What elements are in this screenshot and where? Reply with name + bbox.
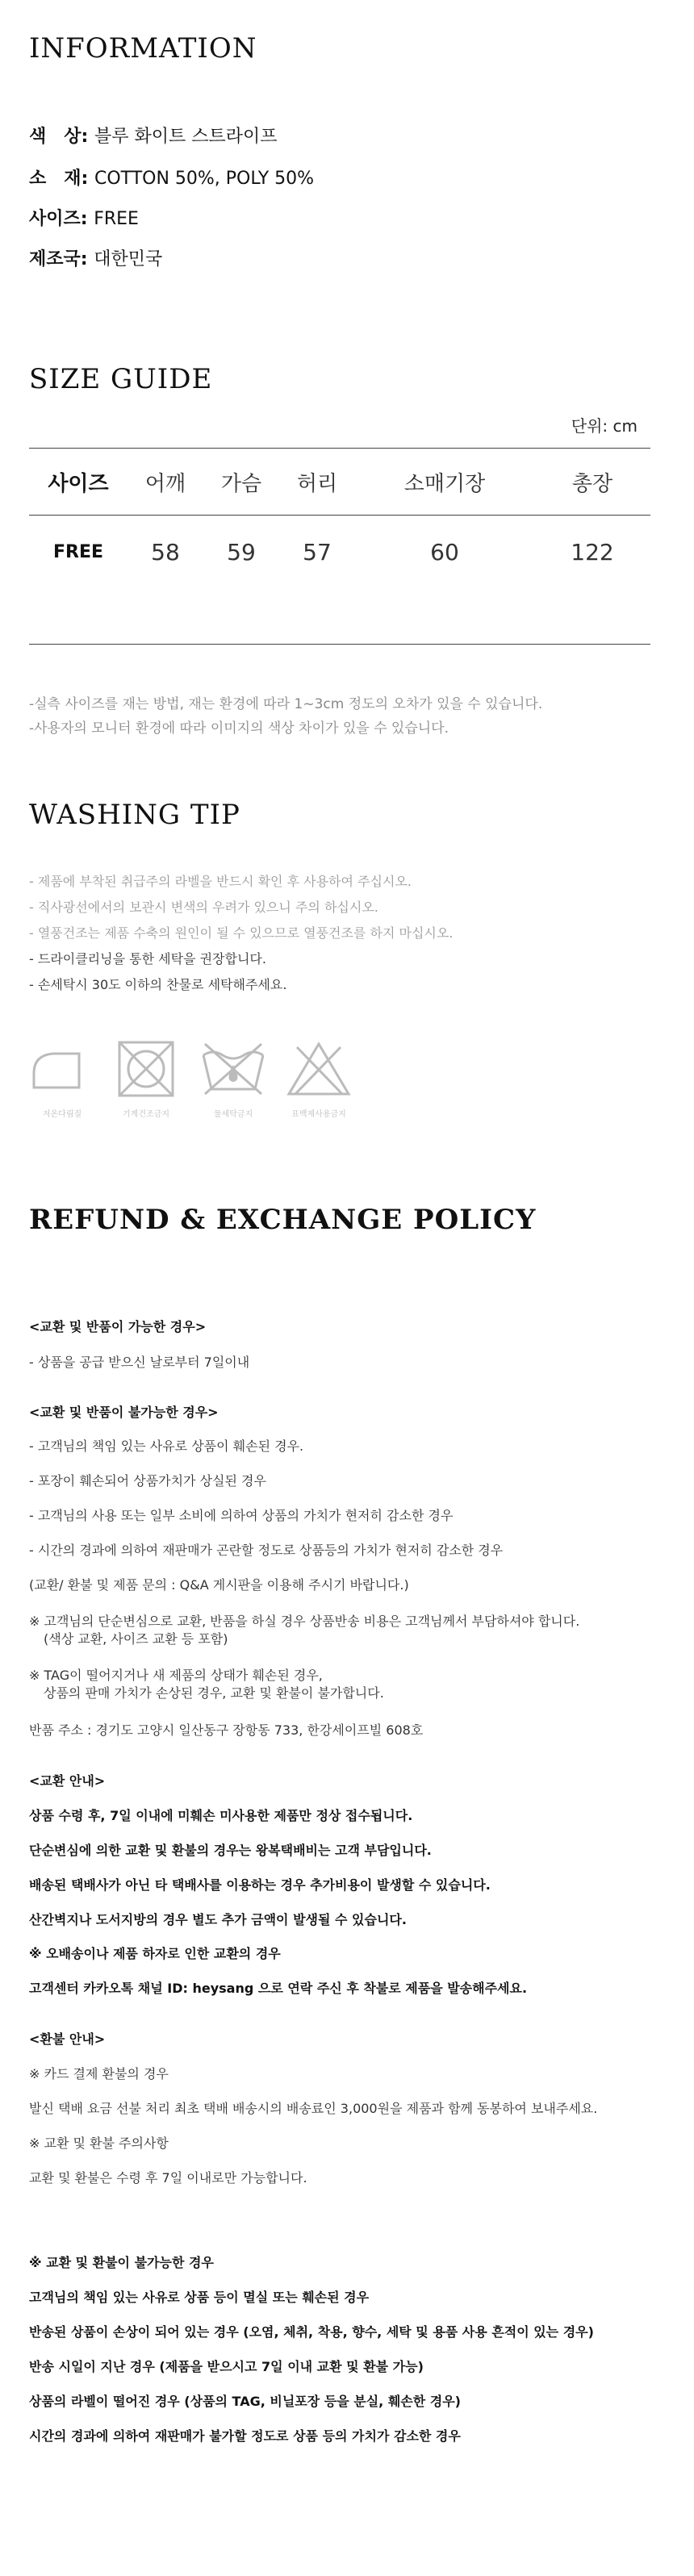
info-size-row	[29, 205, 139, 230]
policy-line-13: 반품 주소 : 경기도 고양시 일산동구 장항동 733, 한강세이프빌 608호	[29, 1722, 424, 1738]
policy-line-7: - 시간의 경과에 의하여 재판매가 곤란할 정도로 상품등의 가치가 현저히 감소한 경우	[29, 1543, 504, 1558]
policy-line-19: ※ 오배송이나 제품 하자로 인한 교환의 경우	[29, 1946, 281, 1961]
size-header-chest: 가슴	[220, 471, 262, 496]
size-header-length: 총장	[571, 471, 613, 496]
size-table-header	[29, 449, 650, 516]
washing-tip-5: - 손세탁시 30도 이하의 찬물로 세탁해주세요.	[29, 977, 287, 992]
no-wash-caption: 물세탁금지	[213, 1110, 253, 1119]
size-cell-chest: 59	[227, 538, 256, 566]
iron-low-caption: 저온다림질	[42, 1110, 82, 1119]
policy-line-29: 반송 시일이 지난 경우 (제품을 받으시고 7일 이내 교환 및 환불 가능)	[29, 2359, 424, 2374]
policy-line-28: 반송된 상품이 손상이 되어 있는 경우 (오염, 체취, 착용, 향수, 세탁 및 용품 사용 흔적이 있는 경우)	[29, 2324, 594, 2340]
washing-tip-3: - 열풍건조는 제품 수축의 원인이 될 수 있으므로 열풍건조를 하지 마십시오.	[29, 925, 454, 941]
info-material-label: 소 재:	[29, 169, 94, 189]
policy-line-15: 상품 수령 후, 7일 이내에 미훼손 미사용한 제품만 정상 접수됩니다.	[29, 1808, 413, 1823]
no-bleach-caption: 표백제사용금지	[291, 1110, 346, 1119]
policy-line-4: - 고객님의 책임 있는 사유로 상품이 훼손된 경우.	[29, 1438, 304, 1454]
info-origin-label: 제조국:	[29, 249, 94, 269]
policy-line-30: 상품의 라벨이 떨어진 경우 (상품의 TAG, 비닐포장 등을 분실, 훼손한 경우)	[29, 2394, 461, 2409]
policy-line-26: ※ 교환 및 환불이 불가능한 경우	[29, 2255, 214, 2270]
size-header-waist: 허리	[296, 471, 338, 496]
info-color-row	[29, 123, 277, 148]
policy-line-11: ※ TAG이 떨어지거나 새 제품의 상태가 훼손된 경우,	[29, 1668, 323, 1683]
policy-line-6: - 고객님의 사용 또는 일부 소비에 의하여 상품의 가치가 현저히 감소한 경우	[29, 1508, 454, 1523]
washing-tip-title: WASHING TIP	[29, 799, 240, 831]
policy-line-8: (교환/ 환불 및 제품 문의 : Q&A 게시판을 이용해 주시기 바랍니다.)	[29, 1577, 409, 1593]
size-header-sleeve: 소매기장	[403, 471, 486, 496]
size-cell-size: FREE	[52, 541, 104, 562]
size-header-shoulder: 어깨	[144, 471, 186, 496]
policy-line-2: - 상품을 공급 받으신 날로부터 7일이내	[29, 1355, 250, 1370]
info-size-label: 사이즈:	[29, 209, 94, 229]
info-color-label: 색 상:	[29, 127, 94, 147]
policy-line-1: <교환 및 반품이 가능한 경우>	[29, 1319, 207, 1334]
policy-line-16: 단순변심에 의한 교환 및 환불의 경우는 왕복택배비는 고객 부담입니다.	[29, 1843, 432, 1858]
policy-line-18: 산간벽지나 도서지방의 경우 별도 추가 금액이 발생될 수 있습니다.	[29, 1912, 407, 1927]
policy-line-14: <교환 안내>	[29, 1773, 106, 1789]
policy-line-27: 고객님의 책임 있는 사유로 상품 등이 멸실 또는 훼손된 경우	[29, 2290, 370, 2305]
no-tumble-dry-icon	[113, 1041, 179, 1097]
info-size-value: FREE	[94, 209, 139, 229]
info-material-row	[29, 165, 314, 190]
size-cell-sleeve: 60	[430, 538, 459, 566]
policy-line-5: - 포장이 훼손되어 상품가치가 상실된 경우	[29, 1473, 266, 1488]
iron-low-icon	[29, 1041, 95, 1097]
policy-line-17: 배송된 택배사가 아닌 타 택배사를 이용하는 경우 추가비용이 발생할 수 있습니다.	[29, 1877, 491, 1893]
policy-line-12: 상품의 판매 가치가 손상된 경우, 교환 및 환불이 불가합니다.	[44, 1685, 384, 1701]
policy-line-25: 교환 및 환불은 수령 후 7일 이내로만 가능합니다.	[29, 2170, 307, 2186]
size-cell-length: 122	[571, 538, 614, 566]
no-tumble-dry-caption: 기계건조금지	[123, 1110, 169, 1119]
no-bleach-icon	[286, 1041, 352, 1097]
size-cell-shoulder: 58	[151, 538, 180, 566]
washing-tip-2: - 직사광선에서의 보관시 변색의 우려가 있으니 주의 하십시오.	[29, 900, 378, 915]
size-table	[29, 448, 650, 588]
policy-line-24: ※ 교환 및 환불 주의사항	[29, 2136, 169, 2151]
policy-line-9: ※ 고객님의 단순변심으로 교환, 반품을 하실 경우 상품반송 비용은 고객님께서 부담하셔야 합니다.	[29, 1614, 580, 1629]
size-cell-waist: 57	[303, 538, 332, 566]
info-origin-value: 대한민국	[94, 249, 163, 269]
policy-line-21: <환불 안내>	[29, 2031, 106, 2047]
policy-title: REFUND & EXCHANGE POLICY	[29, 1204, 537, 1236]
policy-line-3: <교환 및 반품이 불가능한 경우>	[29, 1405, 219, 1420]
information-title: INFORMATION	[29, 32, 257, 65]
policy-line-23: 발신 택배 요금 선불 처리 최초 택배 배송시의 배송료인 3,000원을 제품과 함께 동봉하여 보내주세요.	[29, 2101, 598, 2116]
washing-tip-4: - 드라이클리닝을 통한 세탁을 권장합니다.	[29, 951, 266, 967]
size-header-size: 사이즈	[48, 471, 109, 496]
size-unit-label: 단위: cm	[571, 416, 638, 436]
info-color-value: 블루 화이트 스트라이프	[94, 127, 278, 147]
size-note-2: -사용자의 모니터 환경에 따라 이미지의 색상 차이가 있을 수 있습니다.	[29, 720, 449, 737]
policy-line-31: 시간의 경과에 의하여 재판매가 불가할 정도로 상품 등의 가치가 감소한 경우	[29, 2428, 461, 2444]
size-note-1: -실측 사이즈를 재는 방법, 재는 환경에 따라 1~3cm 정도의 오차가 있을 수 있습니다.	[29, 696, 543, 712]
policy-line-10: (색상 교환, 사이즈 교환 등 포함)	[44, 1631, 228, 1647]
policy-line-20: 고객센터 카카오톡 채널 ID: heysang 으로 연락 주신 후 착불로 제품을 발송해주세요.	[29, 1981, 528, 1996]
washing-tip-1: - 제품에 부착된 취급주의 라벨을 반드시 확인 후 사용하여 주십시오.	[29, 874, 412, 889]
policy-line-22: ※ 카드 결제 환불의 경우	[29, 2066, 169, 2081]
info-origin-row	[29, 245, 162, 270]
no-wash-icon	[200, 1041, 266, 1097]
info-material-value: COTTON 50%, POLY 50%	[94, 169, 315, 189]
size-guide-title: SIZE GUIDE	[29, 363, 213, 395]
size-table-divider	[29, 644, 650, 645]
table-row	[29, 516, 650, 589]
